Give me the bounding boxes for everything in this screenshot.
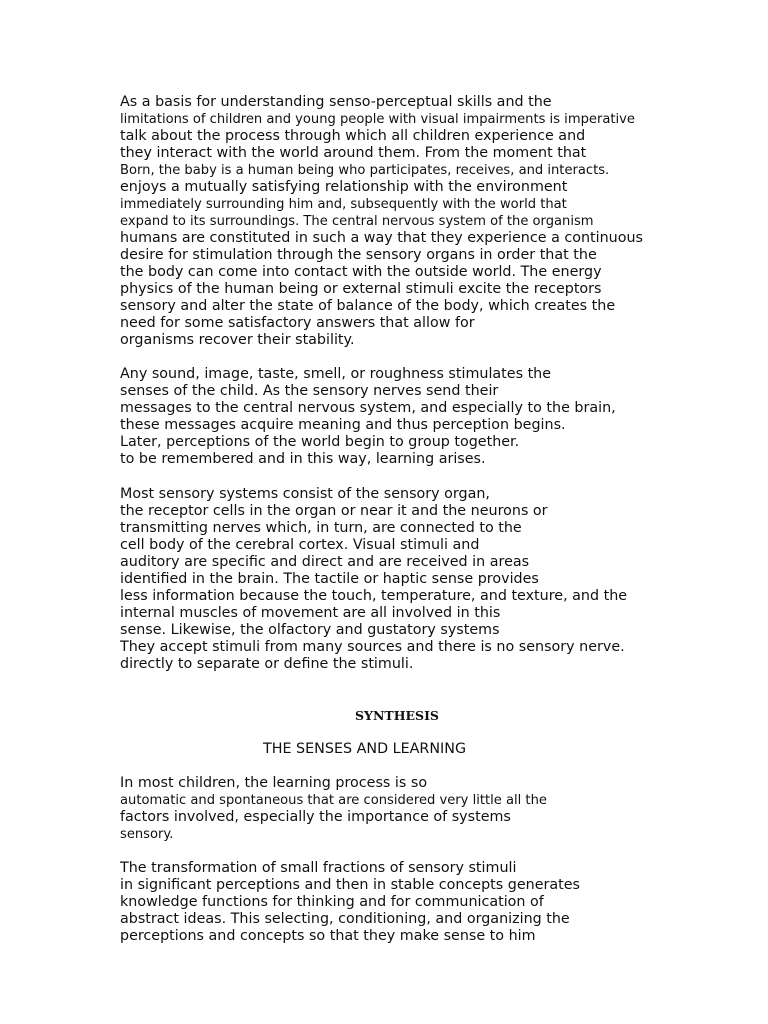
section-heading: SYNTHESIS xyxy=(355,708,439,723)
text-line: knowledge functions for thinking and for communication of xyxy=(120,894,544,910)
text-line: enjoys a mutually satisfying relationship with the environment xyxy=(120,179,568,195)
text-line: auditory are specific and direct and are received in areas xyxy=(120,554,530,570)
paragraph-3 xyxy=(120,486,680,673)
text-line: talk about the process through which all children experience and xyxy=(120,128,586,144)
text-line: the receptor cells in the organ or near it and the neurons or xyxy=(120,503,548,519)
text-line: in significant perceptions and then in stable concepts generates xyxy=(120,877,580,893)
text-line: less information because the touch, temperature, and texture, and the xyxy=(120,588,628,604)
section-subheading: THE SENSES AND LEARNING xyxy=(263,741,467,757)
text-line: sense. Likewise, the olfactory and gustatory systems xyxy=(120,622,500,638)
text-line: Any sound, image, taste, smell, or roughness stimulates the xyxy=(120,366,552,382)
text-line: Born, the baby is a human being who participates, receives, and interacts. xyxy=(120,163,610,178)
text-line: factors involved, especially the importance of systems xyxy=(120,809,511,825)
paragraph-1 xyxy=(120,94,680,349)
text-line: internal muscles of movement are all involved in this xyxy=(120,605,501,621)
paragraph-2 xyxy=(120,366,680,468)
text-line: automatic and spontaneous that are considered very little all the xyxy=(120,793,547,808)
text-line: expand to its surroundings. The central nervous system of the organism xyxy=(120,214,594,229)
text-line: the body can come into contact with the outside world. The energy xyxy=(120,264,602,280)
text-line: abstract ideas. This selecting, conditioning, and organizing the xyxy=(120,911,570,927)
text-line: limitations of children and young people with visual impairments is imperative xyxy=(120,112,635,127)
text-line: humans are constituted in such a way that they experience a continuous xyxy=(120,230,643,246)
text-line: sensory and alter the state of balance of the body, which creates the xyxy=(120,298,616,314)
text-line: The transformation of small fractions of sensory stimuli xyxy=(120,860,517,876)
text-line: desire for stimulation through the sensory organs in order that the xyxy=(120,247,597,263)
text-line: to be remembered and in this way, learning arises. xyxy=(120,451,486,467)
text-line: senses of the child. As the sensory nerves send their xyxy=(120,383,499,399)
text-line: organisms recover their stability. xyxy=(120,332,355,348)
text-line: physics of the human being or external stimuli excite the receptors xyxy=(120,281,602,297)
paragraph-5 xyxy=(120,860,680,945)
text-line: sensory. xyxy=(120,827,174,842)
paragraph-4 xyxy=(120,775,680,843)
text-line: need for some satisfactory answers that allow for xyxy=(120,315,475,331)
text-line: messages to the central nervous system, and especially to the brain, xyxy=(120,400,616,416)
text-line: they interact with the world around them. From the moment that xyxy=(120,145,587,161)
text-line: Later, perceptions of the world begin to group together. xyxy=(120,434,520,450)
text-line: identified in the brain. The tactile or haptic sense provides xyxy=(120,571,539,587)
text-line: perceptions and concepts so that they make sense to him xyxy=(120,928,536,944)
text-line: Most sensory systems consist of the sensory organ, xyxy=(120,486,490,502)
text-line: directly to separate or define the stimuli. xyxy=(120,656,414,672)
text-line: cell body of the cerebral cortex. Visual stimuli and xyxy=(120,537,480,553)
text-line: As a basis for understanding senso-perceptual skills and the xyxy=(120,94,552,110)
text-line: transmitting nerves which, in turn, are connected to the xyxy=(120,520,522,536)
text-line: immediately surrounding him and, subsequently with the world that xyxy=(120,197,567,212)
text-line: They accept stimuli from many sources and there is no sensory nerve. xyxy=(120,639,625,655)
text-line: these messages acquire meaning and thus perception begins. xyxy=(120,417,566,433)
text-line: In most children, the learning process is so xyxy=(120,775,428,791)
